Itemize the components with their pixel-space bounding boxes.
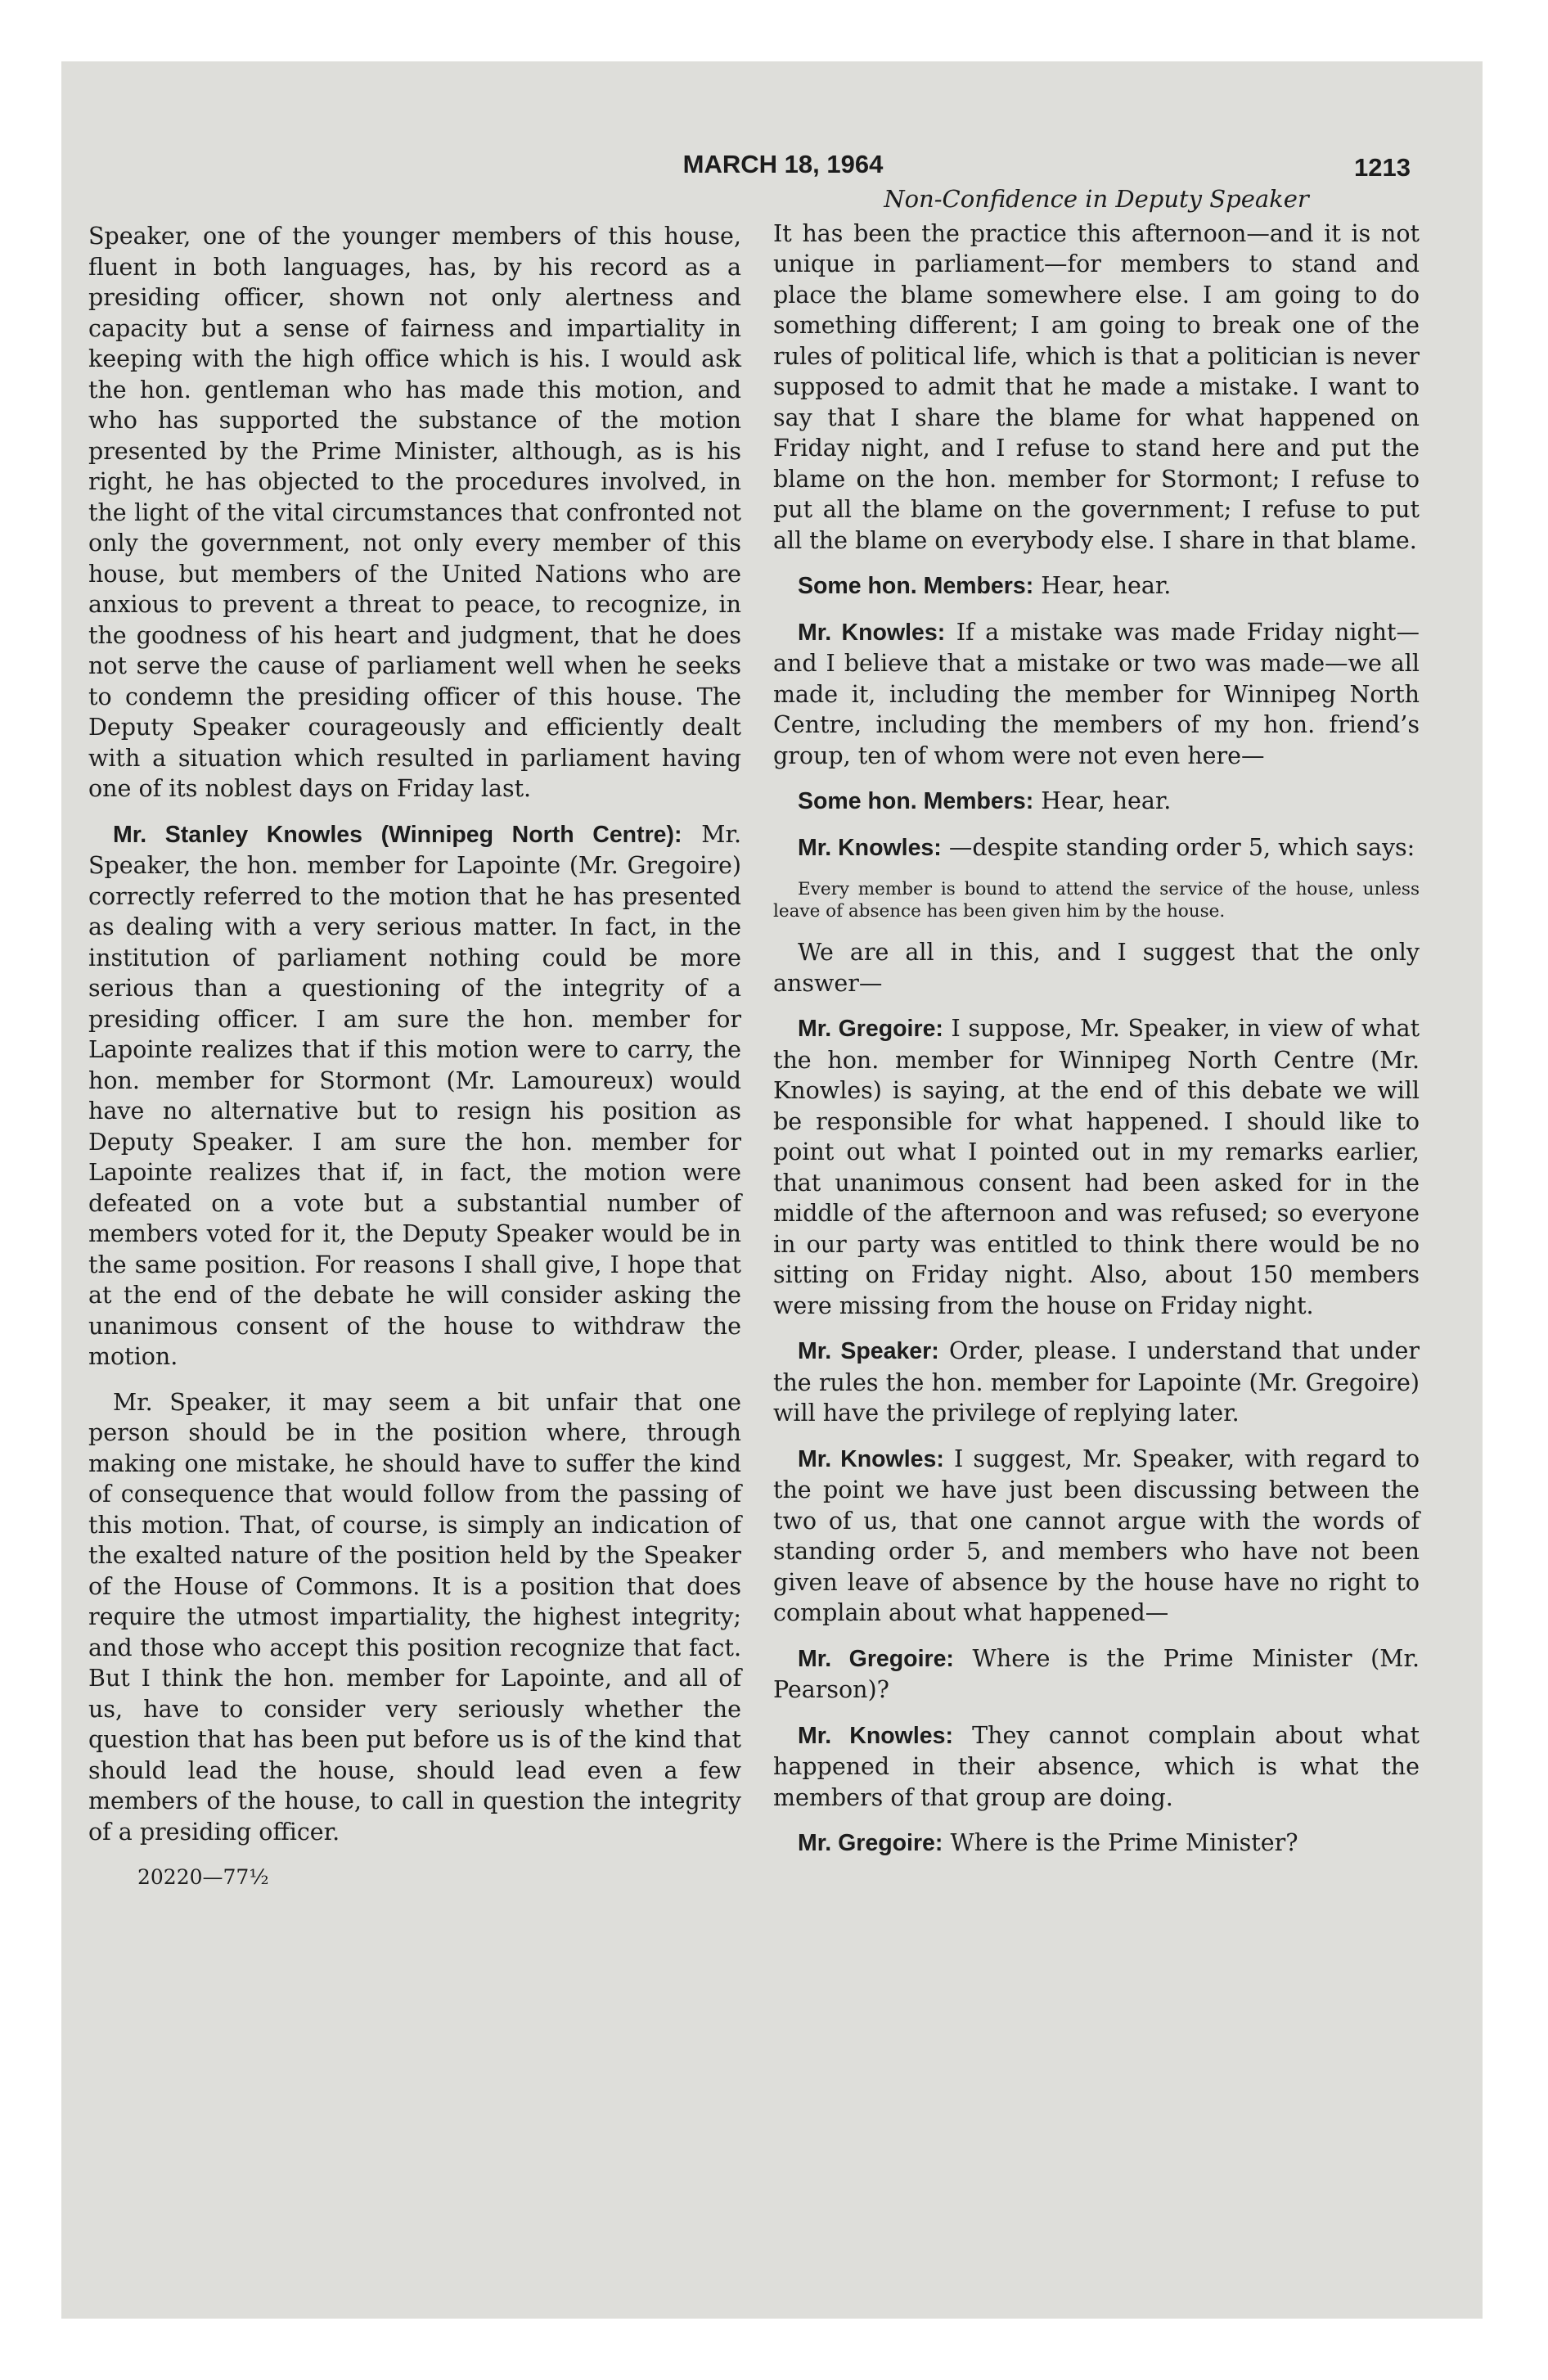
paragraph xyxy=(773,786,1420,818)
page-date: MARCH 18, 1964 xyxy=(682,150,884,178)
paragraph xyxy=(88,819,741,1373)
running-title: Non-Confidence in Deputy Speaker xyxy=(884,185,1309,213)
speaker-name: Mr. Knowles: xyxy=(798,619,946,646)
paragraph xyxy=(773,832,1420,864)
speaker-name: Mr. Knowles: xyxy=(798,1445,944,1472)
speaker-name: Mr. Stanley Knowles (Winnipeg North Centre): xyxy=(113,821,682,848)
speech-text: They cannot complain about what happened in their absence, which is what the members of that group are doing. xyxy=(773,1721,1420,1811)
speech-text: —despite standing order 5, which says: xyxy=(948,833,1415,861)
speaker-name: Mr. Knowles: xyxy=(798,834,942,861)
speaker-name: Some hon. Members: xyxy=(798,573,1034,599)
speaker-name: Mr. Gregoire: xyxy=(798,1830,943,1856)
paragraph xyxy=(773,1444,1420,1629)
hansard-page xyxy=(61,61,1483,2319)
paragraph xyxy=(773,617,1420,772)
speaker-name: Mr. Gregoire: xyxy=(798,1016,943,1042)
speech-text: If a mistake was made Friday night—and I believe that a mistake or two was made—we all made it, including the member for Winnipeg North Centre, including the members of my hon. friend’s group, ten of whom were not even here— xyxy=(773,618,1420,769)
speech-text: Hear, hear. xyxy=(1041,572,1172,599)
quoted-standing-order: Every member is bound to attend the service of the house, unless leave of absence has been given him by the house. xyxy=(773,879,1420,922)
paragraph xyxy=(773,1720,1420,1814)
speech-text: Hear, hear. xyxy=(1041,787,1172,814)
speaker-name: Some hon. Members: xyxy=(798,788,1034,814)
paragraph: Speaker, one of the younger members of this house, fluent in both languages, has, by his record as a presiding officer, shown not only alertness and capacity but a sense of fairness and impartiality in keeping with the high office which is his. I would ask the hon. gentleman who has made this motion, and who has supported the substance of the motion presented by the Prime Minister, although, as is his right, he has objected to the procedures involved, in the light of the vital circumstances that confronted not only the government, not only every member of this house, but members of the United Nations who are anxious to prevent a threat to peace, to recognize, in the goodness of his heart and judgment, that he does not serve the cause of parliament well when he seeks to condemn the presiding officer of this house. The Deputy Speaker courageously and efficiently dealt with a situation which resulted in parliament having one of its noblest days on Friday last. xyxy=(88,223,741,802)
speech-text: Where is the Prime Minister (Mr. Pearson)? xyxy=(773,1644,1420,1703)
speech-text: Where is the Prime Minister? xyxy=(950,1829,1298,1856)
paragraph: We are all in this, and I suggest that the only answer— xyxy=(773,939,1420,997)
footer-code: 20220—77½ xyxy=(137,1865,269,1889)
paragraph xyxy=(773,1643,1420,1706)
page-number: 1213 xyxy=(1354,153,1411,182)
speech-text: Order, please. I understand that under the rules the hon. member for Lapointe (Mr. Gregoire) will have the privilege of replying later. xyxy=(773,1337,1420,1427)
speech-text: I suggest, Mr. Speaker, with regard to the point we have just been discussing between the two of us, that one cannot argue with the words of standing order 5, and members who have not been given leave of absence by the house have no right to complain about what happened— xyxy=(773,1445,1420,1626)
paragraph: It has been the practice this afternoon—and it is not unique in parliament—for members to stand and place the blame somewhere else. I am going to do something different; I am going to break one of the rules of political life, which is that a politician is never supposed to admit that he made a mistake. I want to say that I share the blame for what happened on Friday night, and I refuse to stand here and put the blame on the hon. member for Stormont; I refuse to put all the blame on the government; I refuse to put all the blame on everybody else. I share in that blame. xyxy=(773,219,1420,554)
speech-text: Mr. Speaker, the hon. member for Lapointe (Mr. Gregoire) correctly referred to the motion that he has presented as dealing with a very serious matter. In fact, in the institution of parliament nothing could be more serious than a questioning of the integrity of a presiding officer. I am sure the hon. member for Lapointe realizes that if this motion were to carry, the hon. member for Stormont (Mr. Lamoureux) would have no alternative but to resign his position as Deputy Speaker. I am sure the hon. member for Lapointe realizes that if, in fact, the motion were defeated on a vote but a substantial number of members voted for it, the Deputy Speaker would be in the same position. For reasons I shall give, I hope that at the end of the debate he will consider asking the unanimous consent of the house to withdraw the motion. xyxy=(88,820,741,1370)
paragraph: Mr. Speaker, it may seem a bit unfair that one person should be in the position where, through making one mistake, he should have to suffer the kind of consequence that would follow from the passing of this motion. That, of course, is simply an indication of the exalted nature of the position held by the Speaker of the House of Commons. It is a position that does require the utmost impartiality, the highest integrity; and those who accept this position recognize that fact. But I think the hon. member for Lapointe, and all of us, have to consider very seriously whether the question that has been put before us is of the kind that should lead the house, should lead even a few members of the house, to call in question the integrity of a presiding officer. xyxy=(88,1388,741,1846)
speaker-name: Mr. Knowles: xyxy=(798,1722,953,1749)
paragraph xyxy=(773,1828,1420,1859)
speech-text: I suppose, Mr. Speaker, in view of what the hon. member for Winnipeg North Centre (Mr. Knowles) is saying, at the end of this debate we will be responsible for what happened. I should like to point out what I pointed out in my remarks earlier, that unanimous consent had been asked for in the middle of the afternoon and was refused; so everyone in our party was entitled to think there would be no sitting on Friday night. Also, about 150 members were missing from the house on Friday night. xyxy=(773,1015,1420,1319)
speaker-name: Mr. Speaker: xyxy=(798,1338,939,1364)
paragraph xyxy=(773,1013,1420,1321)
paragraph xyxy=(773,570,1420,602)
right-column xyxy=(773,184,1420,1874)
left-column xyxy=(88,221,741,1893)
paragraph xyxy=(773,1336,1420,1429)
speaker-name: Mr. Gregoire: xyxy=(798,1645,954,1672)
